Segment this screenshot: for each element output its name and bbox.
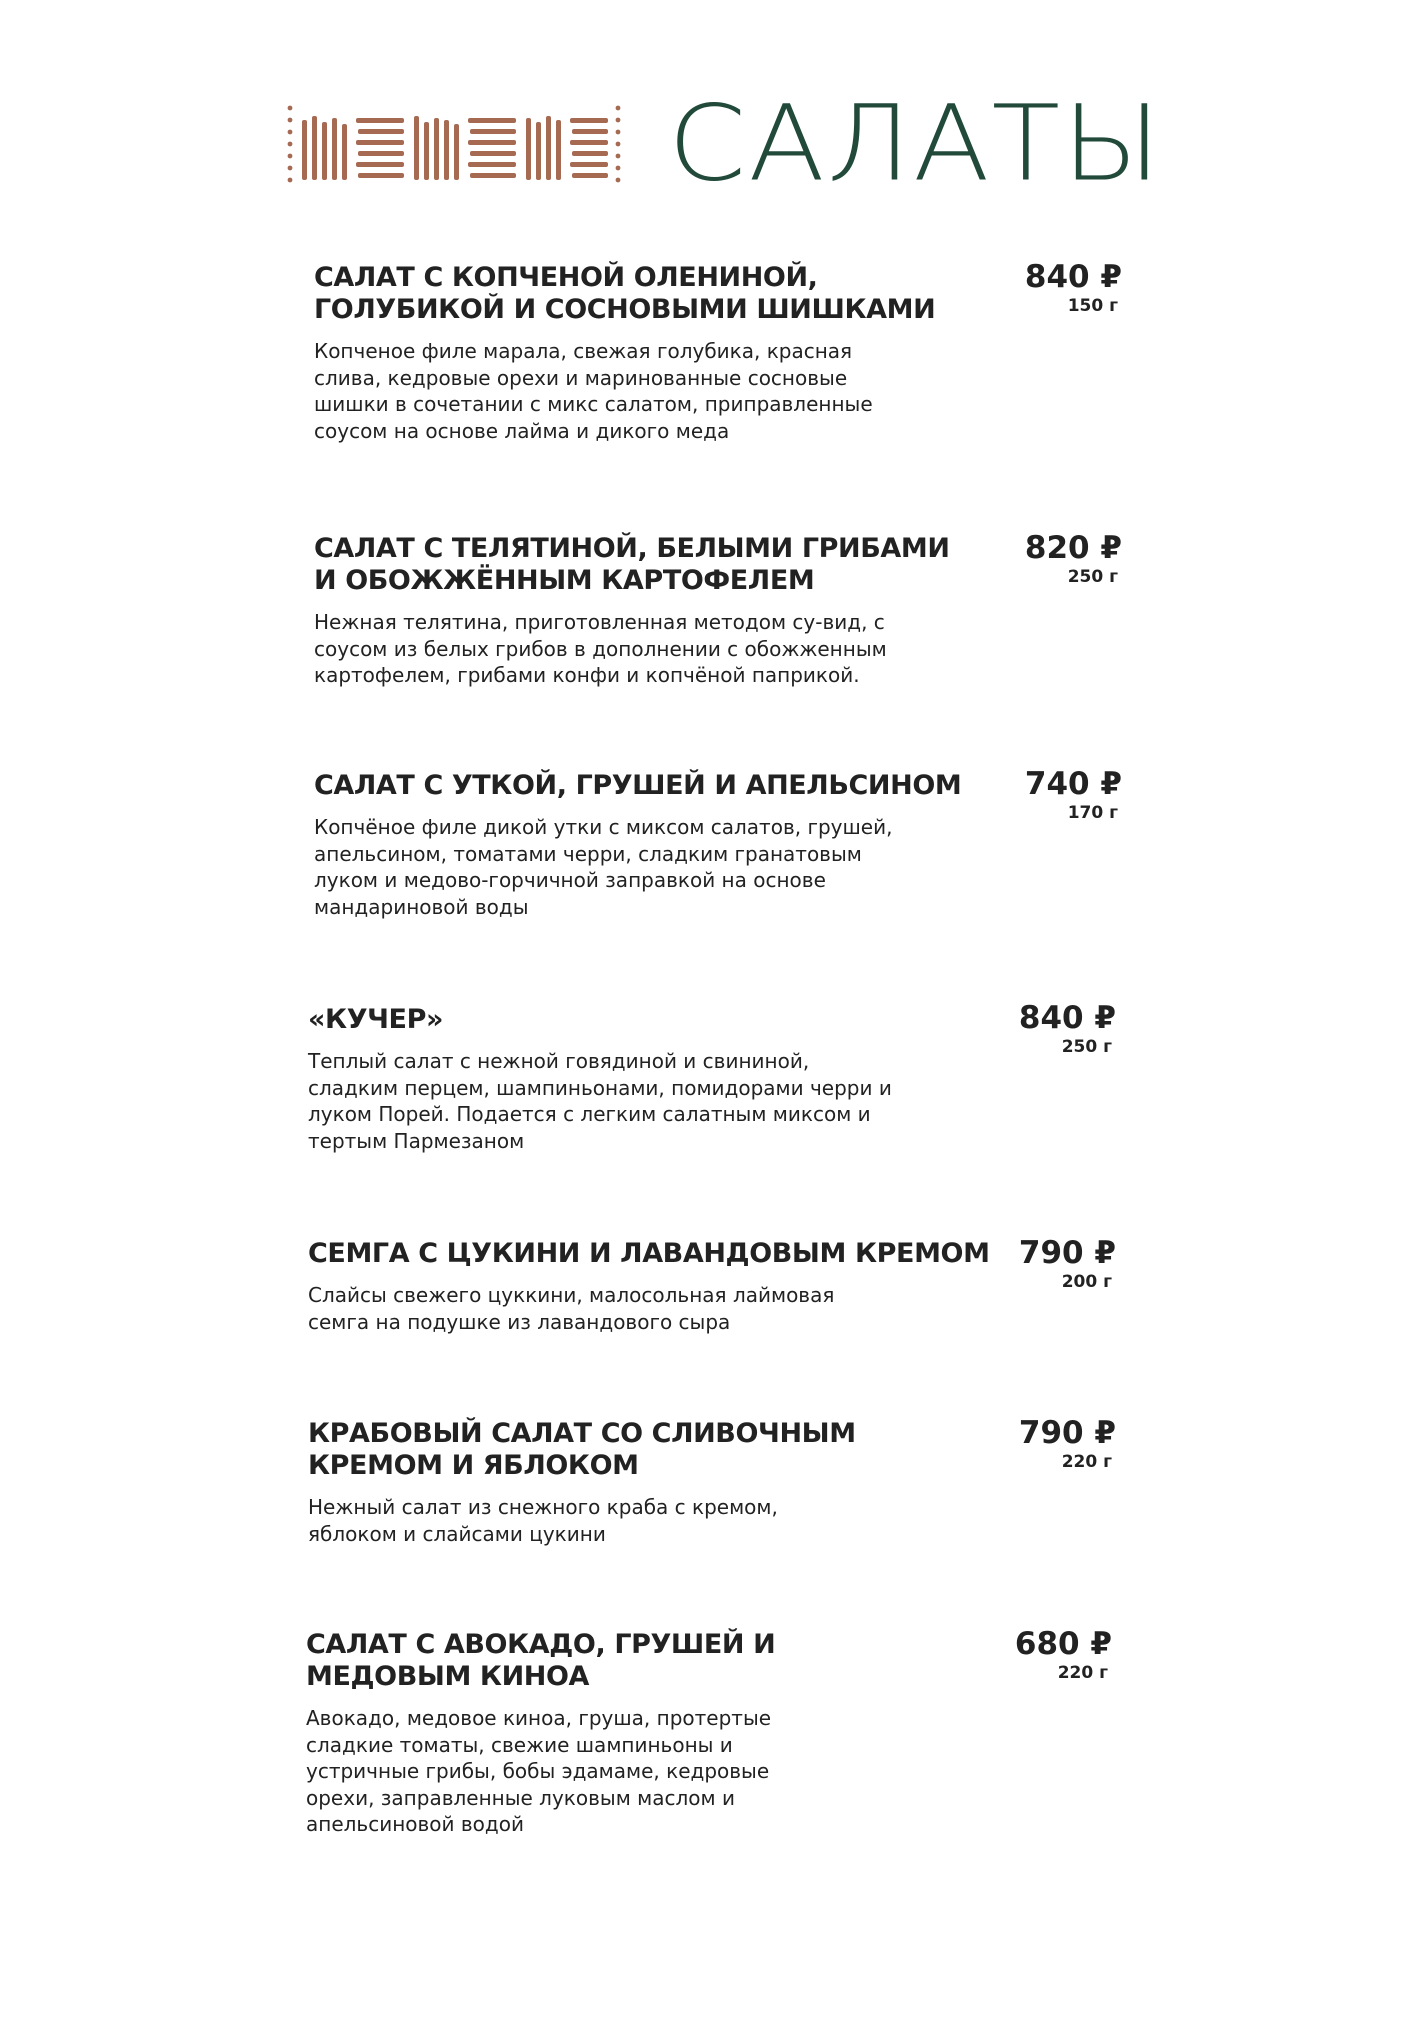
dish-price: 820 ₽: [1024, 530, 1122, 566]
dish-description: Копченое филе марала, свежая голубика, красная слива, кедровые орехи и маринованные сосновые шишки в сочетании с микс салатом, приправленные соусом на основе лайма и дикого меда: [314, 339, 873, 443]
page-title: САЛАТЫ: [668, 83, 1163, 205]
menu-header: [286, 83, 1163, 205]
menu-item: [308, 1418, 856, 1547]
price-block: [1019, 1416, 1116, 1472]
dish-description: Нежный салат из снежного краба с кремом, яблоком и слайсами цукини: [308, 1495, 778, 1546]
dish-name: «КУЧЕР»: [308, 1004, 444, 1035]
dish-price: 680 ₽: [1014, 1626, 1112, 1662]
striped-ornament-icon: [286, 102, 622, 186]
dish-weight: 220 г: [1057, 1663, 1108, 1683]
dish-description: Слайсы свежего цуккини, малосольная лаймовая семга на подушке из лавандового сыра: [308, 1283, 835, 1334]
dish-weight: 170 г: [1067, 803, 1118, 823]
dish-price: 840 ₽: [1018, 1000, 1116, 1036]
menu-item: [314, 533, 950, 689]
dish-description: Теплый салат с нежной говядиной и свининой, сладким перцем, шампиньонами, помидорами черри и луком Порей. Подается с легким салатным миксом и тертым Пармезаном: [308, 1049, 892, 1153]
menu-item: [308, 1004, 892, 1154]
price-block: [1025, 260, 1122, 316]
price-block: [1019, 1236, 1116, 1292]
price-block: [1025, 767, 1122, 823]
dish-name: САЛАТ С АВОКАДО, ГРУШЕЙ И МЕДОВЫМ КИНОА: [306, 1629, 776, 1692]
dish-price: 790 ₽: [1018, 1235, 1116, 1271]
menu-item: [308, 1238, 990, 1335]
menu-item: [314, 770, 961, 920]
dish-name: САЛАТ С УТКОЙ, ГРУШЕЙ И АПЕЛЬСИНОМ: [314, 770, 962, 801]
dish-weight: 250 г: [1061, 1037, 1112, 1057]
dish-price: 840 ₽: [1024, 259, 1122, 295]
price-block: [1019, 1001, 1116, 1057]
dish-price: 790 ₽: [1018, 1415, 1116, 1451]
dish-weight: 200 г: [1061, 1272, 1112, 1292]
dish-description: Нежная телятина, приготовленная методом су-вид, с соусом из белых грибов в дополнении с обожженным картофелем, грибами конфи и копчёной паприкой.: [314, 610, 887, 687]
dish-name: САЛАТ С ТЕЛЯТИНОЙ, БЕЛЫМИ ГРИБАМИ И ОБОЖЖЁННЫМ КАРТОФЕЛЕМ: [314, 533, 950, 596]
dish-weight: 220 г: [1061, 1452, 1112, 1472]
price-block: [1015, 1627, 1112, 1683]
dish-weight: 150 г: [1067, 296, 1118, 316]
dish-name: СЕМГА С ЦУКИНИ И ЛАВАНДОВЫМ КРЕМОМ: [308, 1238, 990, 1269]
menu-item: [314, 262, 935, 444]
dish-name: САЛАТ С КОПЧЕНОЙ ОЛЕНИНОЙ, ГОЛУБИКОЙ И СОСНОВЫМИ ШИШКАМИ: [314, 262, 936, 325]
dish-description: Копчёное филе дикой утки с миксом салатов, грушей, апельсином, томатами черри, сладким гранатовым луком и медово-горчичной заправкой на основе мандариновой воды: [314, 815, 893, 919]
menu-item: [306, 1629, 775, 1838]
dish-price: 740 ₽: [1024, 766, 1122, 802]
dish-weight: 250 г: [1067, 567, 1118, 587]
dish-name: КРАБОВЫЙ САЛАТ СО СЛИВОЧНЫМ КРЕМОМ И ЯБЛОКОМ: [308, 1418, 856, 1481]
dish-description: Авокадо, медовое киноа, груша, протертые сладкие томаты, свежие шампиньоны и устричные грибы, бобы эдамаме, кедровые орехи, заправленные луковым маслом и апельсиновой водой: [306, 1706, 772, 1836]
price-block: [1025, 531, 1122, 587]
